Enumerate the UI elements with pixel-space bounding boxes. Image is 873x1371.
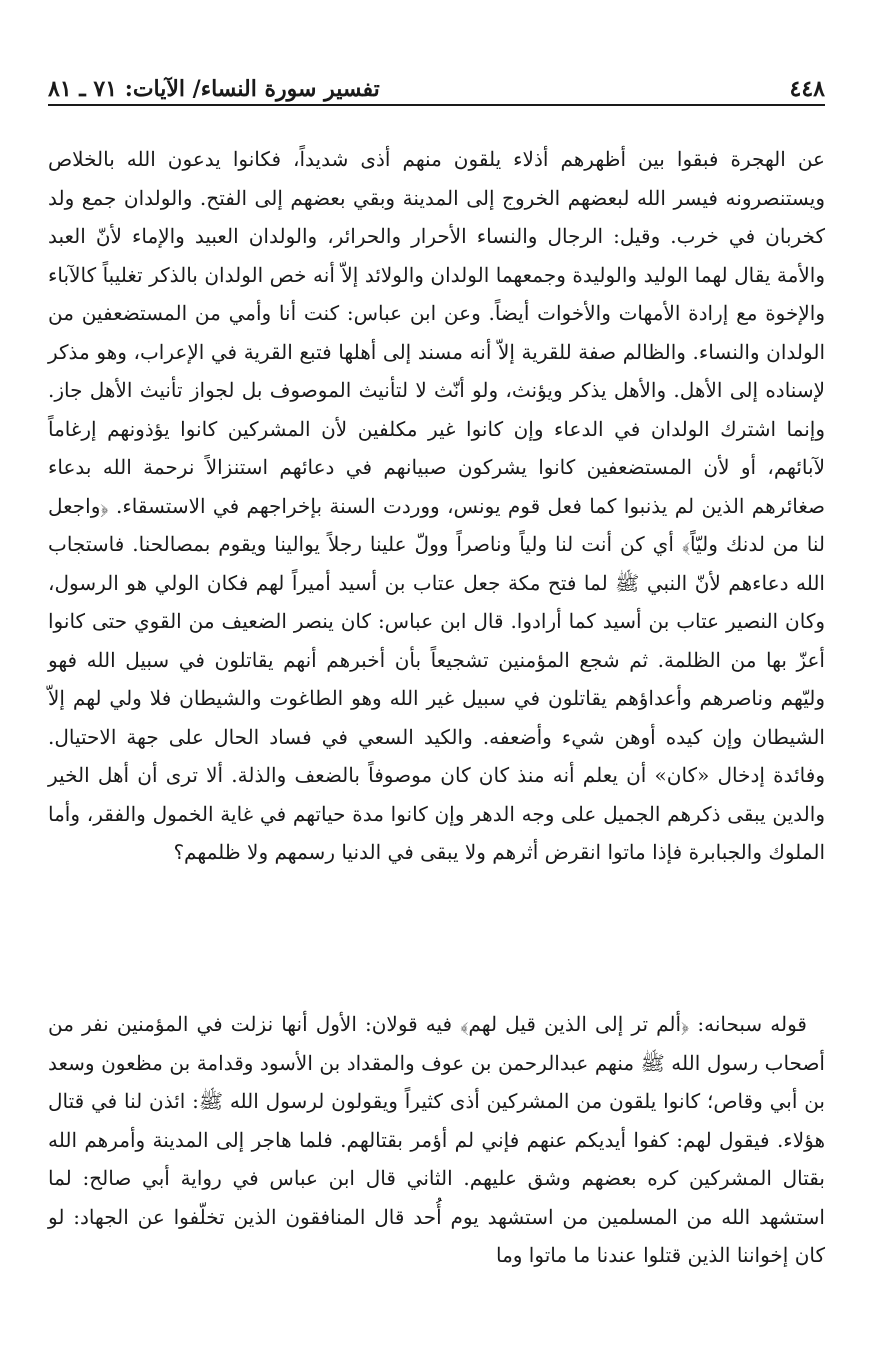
header-divider (48, 104, 825, 106)
body-paragraph-1: عن الهجرة فبقوا بين أظهرهم أذلاء يلقون منهم أذى شديداً، فكانوا يدعون الله بالخلاص ويستنصرونه فيسر الله لبعضهم الخروج إلى المدينة وبقي بعضهم إلى الفتح. والولدان جمع ولد كخربان في خرب. وقيل: الرجال والنساء الأحرار والحرائر، والولدان العبيد والإماء لأنّ العبد والأمة يقال لهما الوليد والوليدة وجمعهما الولدان والولائد إلاّ أنه خص الولدان بالذكر تغليباً كالآباء والإخوة مع إرادة الأمهات والأخوات أيضاً. وعن ابن عباس: كنت أنا وأمي من المستضعفين من الولدان والنساء. والظالم صفة للقرية إلاّ أنه مسند إلى أهلها فتبع القرية في الإعراب، وهو مذكر لإسناده إلى الأهل. والأهل يذكر ويؤنث، ولو أنّث لا لتأنيث الموصوف بل لجواز تأنيث الأهل جاز. وإنما اشترك الولدان في الدعاء وإن كانوا غير مكلفين لأن المشركين كانوا يؤذونهم إرغاماً لآبائهم، أو لأن المستضعفين كانوا يشركون صبيانهم في دعائهم استنزالاً نرحمة الله بدعاء صغائرهم الذين لم يذنبوا كما فعل قوم يونس، ووردت السنة بإخراجهم في الاستسقاء. ﴿واجعل لنا من لدنك وليّاً﴾ أي كن أنت لنا ولياً وناصراً وولّ علينا رجلاً يوالينا ويقوم بمصالحنا. فاستجاب الله دعاءهم لأنّ النبي ﷺ لما فتح مكة جعل عتاب بن أسيد أميراً لهم فكان الولي هو الرسول، وكان النصير عتاب بن أسيد كما أرادوا. قال ابن عباس: كان ينصر الضعيف من القوي حتى كانوا أعزّ بها من الظلمة. ثم شجع المؤمنين تشجيعاً بأن أخبرهم أنهم يقاتلون في سبيل الله فهو وليّهم وناصرهم وأعداؤهم يقاتلون في سبيل غير الله وهو الطاغوت والشيطان فلا ولي لهم إلاّ الشيطان وإن كيده أوهن شيء وأضعفه. والكيد السعي في فساد الحال على جهة الاحتيال. وفائدة إدخال «كان» أن يعلم أنه منذ كان كان موصوفاً بالضعف والذلة. ألا ترى أن أهل الخير والدين يبقى ذكرهم الجميل على وجه الدهر وإن كانوا مدة حياتهم في غاية الخمول والفقر، وأما الملوك والجبابرة فإذا ماتوا انقرض أثرهم ولا يبقى في الدنيا رسمهم ولا ظلمهم؟ (48, 147, 825, 864)
running-title: تفسير سورة النساء/ الآيات: ٧١ ـ ٨١ (48, 76, 380, 102)
page-number: ٤٤٨ (789, 76, 825, 102)
running-header (48, 62, 825, 102)
body-paragraph-2: قوله سبحانه: ﴿ألم تر إلى الذين قيل لهم﴾ فيه قولان: الأول أنها نزلت في المؤمنين نفر من أصحاب رسول الله ﷺ منهم عبدالرحمن بن عوف والمقداد بن الأسود وقدامة بن مظعون وسعد بن أبي وقاص؛ كانوا يلقون من المشركين أذى كثيراً ويقولون لرسول الله ﷺ: ائذن لنا في قتال هؤلاء. فيقول لهم: كفوا أيديكم عنهم فإني لم أؤمر بقتالهم. فلما هاجر إلى المدينة وأمرهم الله بقتال المشركين كره بعضهم وشق عليهم. الثاني قال ابن عباس في رواية أبي صالح: لما استشهد الله من المسلمين من استشهد يوم أُحد قال المنافقون الذين تخلّفوا عن الجهاد: لو كان إخواننا الذين قتلوا عندنا ما ماتوا وما (48, 1012, 825, 1267)
